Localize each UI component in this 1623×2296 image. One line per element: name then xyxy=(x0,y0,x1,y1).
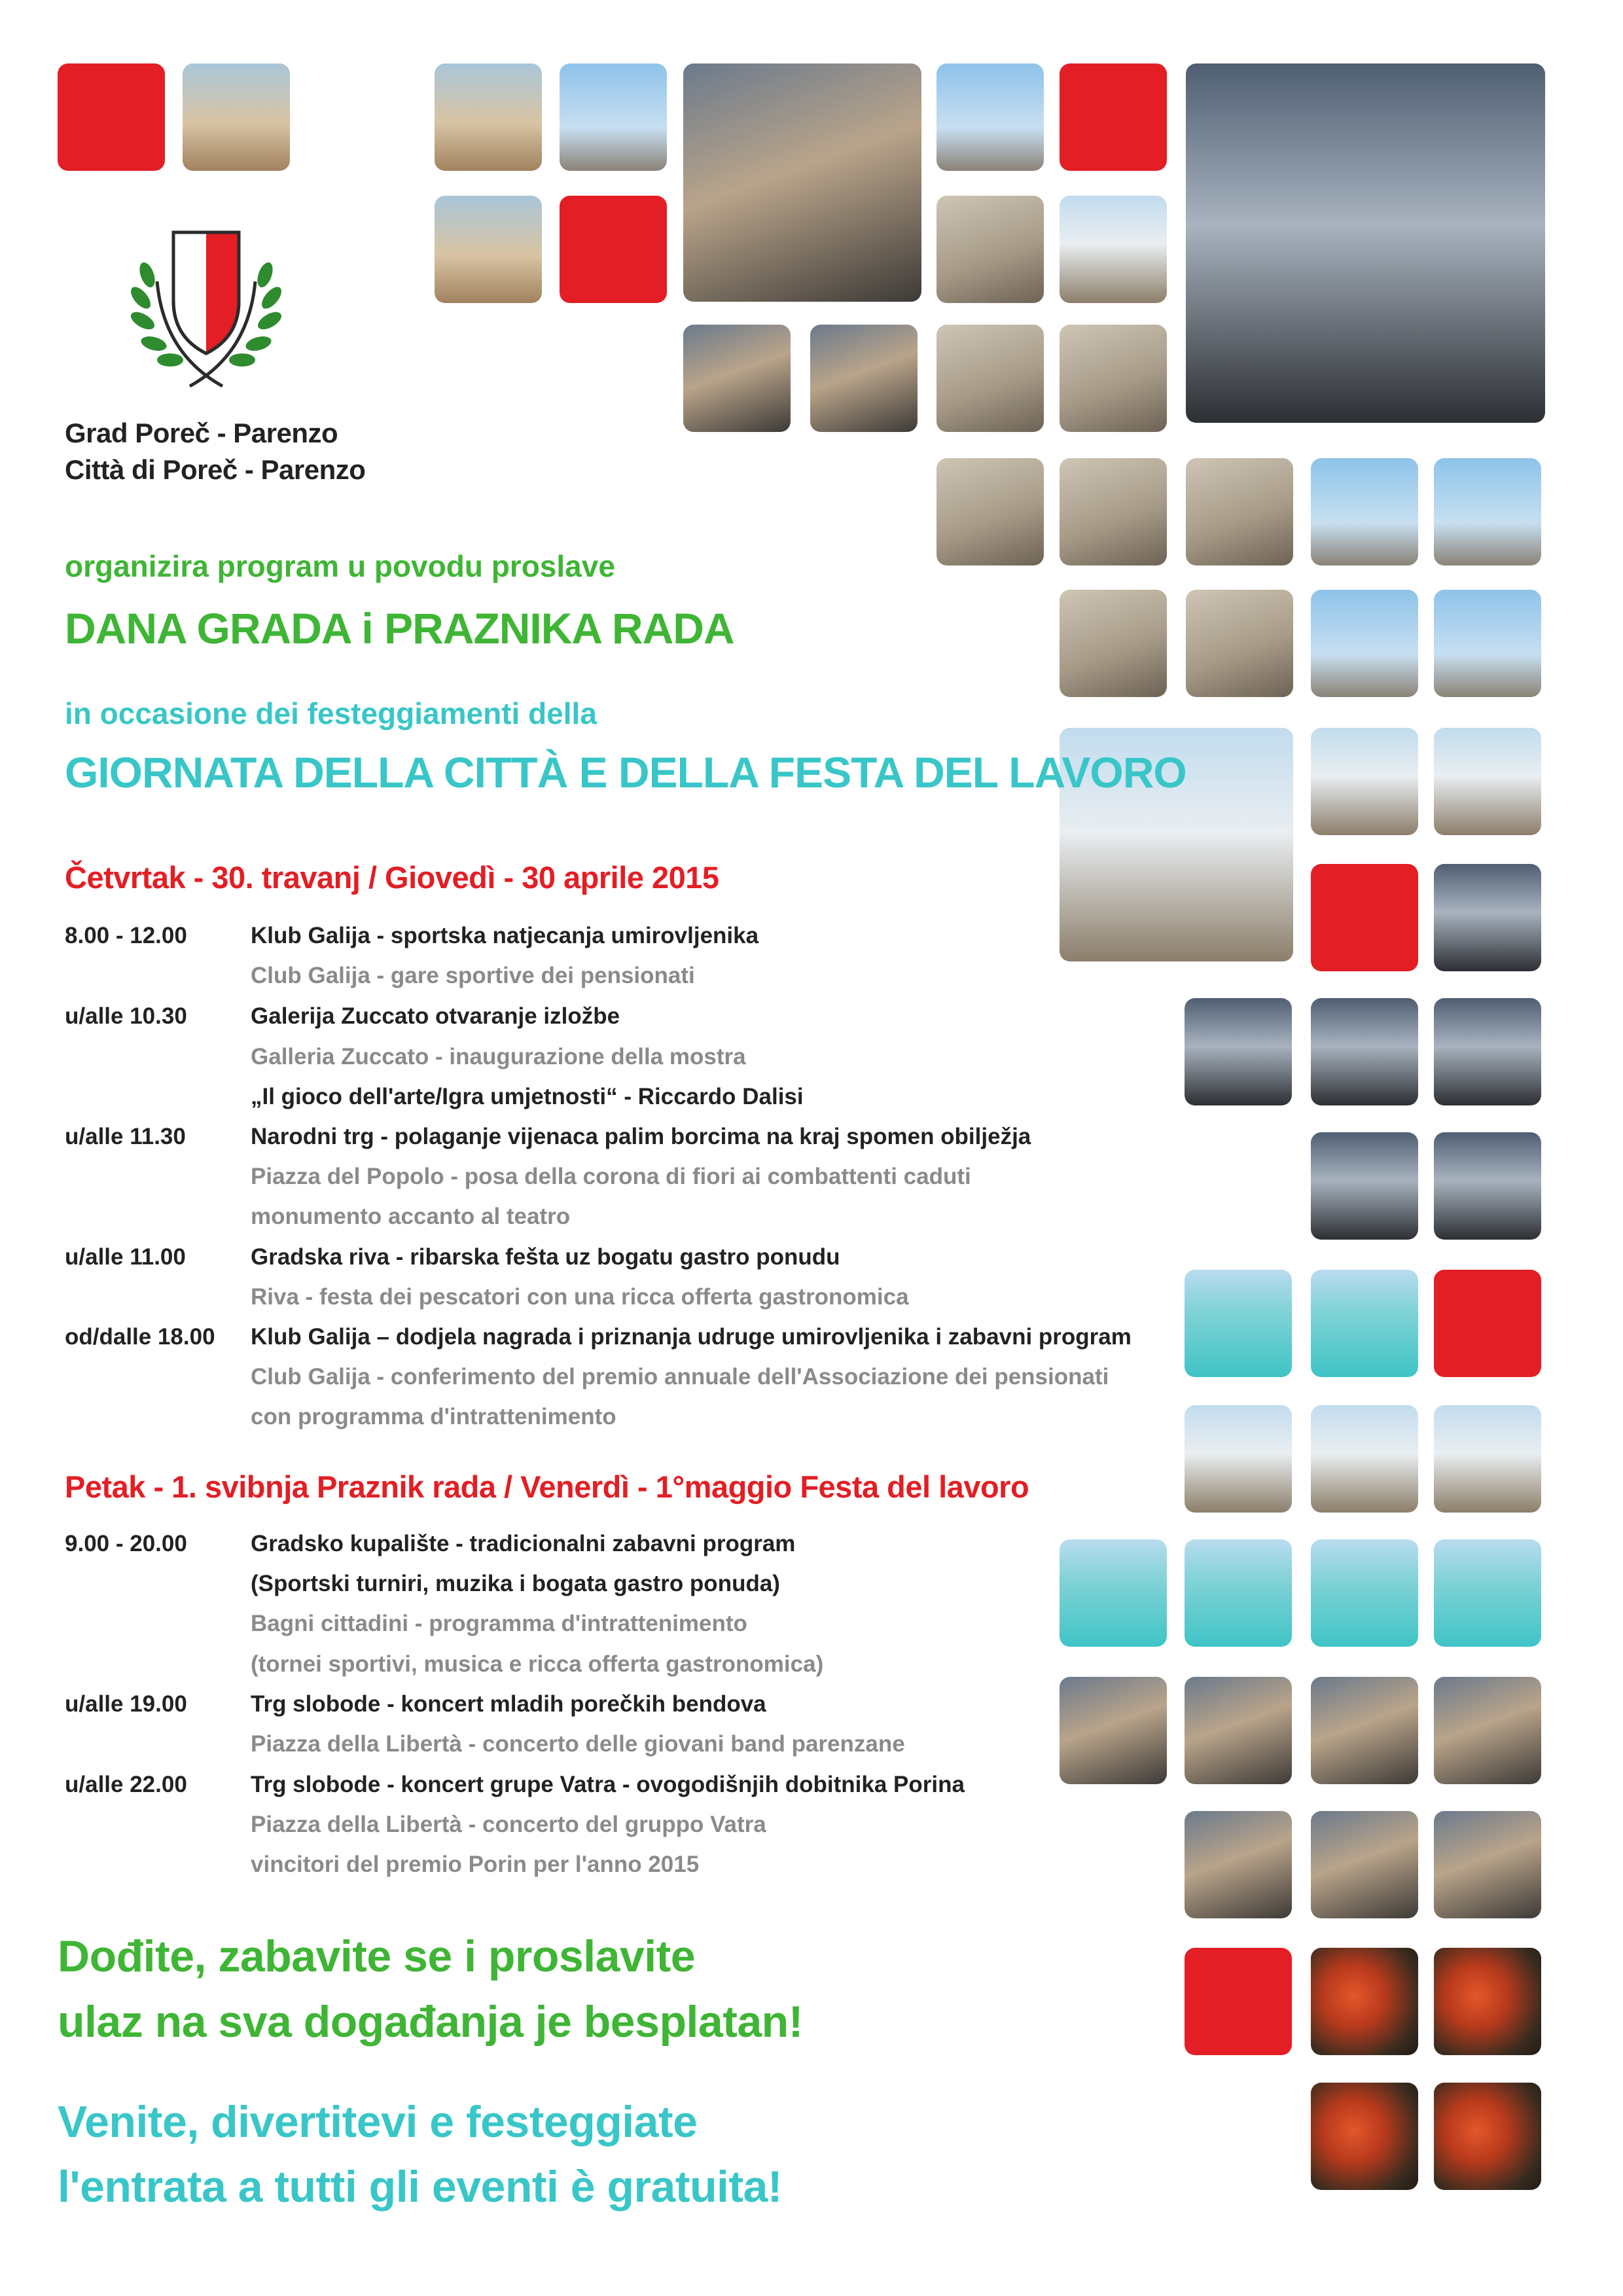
closing-hr-line2: ulaz na sva događanja je besplatan! xyxy=(58,1997,803,2047)
intro-subtitle-hr: organizira program u povodu proslave xyxy=(65,549,615,583)
volleyball-player-photo xyxy=(435,63,542,171)
stone-building-photo xyxy=(1060,590,1167,697)
event-text: monumento accanto al teatro xyxy=(251,1204,571,1229)
red-tile xyxy=(1060,63,1167,171)
event-text: Trg slobode - koncert grupe Vatra - ovogodišnjih dobitnika Porina xyxy=(251,1772,965,1797)
event-text: Riva - festa dei pescatori con una ricca offerta gastronomica xyxy=(251,1284,909,1310)
event-time: 8.00 - 12.00 xyxy=(65,923,187,948)
sailboats-photo xyxy=(1060,1539,1167,1647)
event-text: Galleria Zuccato - inaugurazione della mostra xyxy=(251,1044,746,1069)
beach-volley-photo xyxy=(435,196,542,303)
basilica-roof-photo xyxy=(1311,728,1418,835)
org-name-hr: Grad Poreč - Parenzo xyxy=(65,418,338,448)
stone-house-photo xyxy=(1060,325,1167,432)
sailboats-4-photo xyxy=(1434,1539,1541,1647)
city-crest xyxy=(118,223,294,419)
blue-sky-photo xyxy=(1311,458,1418,565)
event-text: Gradsko kupalište - tradicionalni zabavni program xyxy=(251,1531,796,1556)
intro-title-hr: DANA GRADA i PRAZNIKA RADA xyxy=(65,604,734,653)
red-tile xyxy=(1434,1270,1541,1377)
tower-photo xyxy=(1311,590,1418,697)
performer-2-photo xyxy=(1434,998,1541,1105)
sailboats-3-photo xyxy=(1311,1539,1418,1647)
event-time: 9.00 - 20.00 xyxy=(65,1531,187,1556)
grilled-food-photo xyxy=(1311,1948,1418,2055)
porec-skyline-2-photo xyxy=(1311,1405,1418,1513)
porec-skyline-3-photo xyxy=(1434,1405,1541,1513)
event-text: Trg slobode - koncert mladih porečkih bendova xyxy=(251,1691,766,1717)
stone-wall-photo xyxy=(936,325,1044,432)
intro-title-it: GIORNATA DELLA CITTÀ E DELLA FESTA DEL LAVORO xyxy=(65,748,1186,797)
event-text: Galerija Zuccato otvaranje izložbe xyxy=(251,1003,620,1029)
event-text: Klub Galija – dodjela nagrada i priznanja udruge umirovljenika i zabavni program xyxy=(251,1324,1132,1350)
event-text: Piazza della Libertà - concerto del gruppo Vatra xyxy=(251,1812,766,1837)
venetian-window-photo xyxy=(1060,196,1167,303)
event-text: Piazza della Libertà - concerto delle giovani band parenzane xyxy=(251,1731,905,1757)
sky-photo xyxy=(936,63,1044,171)
event-time: u/alle 11.30 xyxy=(65,1124,186,1149)
event-time: od/dalle 18.00 xyxy=(65,1324,215,1350)
event-text: Club Galija - gare sportive dei pensionati xyxy=(251,963,695,988)
red-tile xyxy=(560,196,667,303)
porec-skyline-photo xyxy=(1185,1405,1292,1513)
band-stage-2-photo xyxy=(1434,1132,1541,1240)
sailboats-2-photo xyxy=(1185,1539,1292,1647)
red-tile xyxy=(1185,1948,1292,2055)
spectators-3-photo xyxy=(1434,1811,1541,1918)
window-detail-photo xyxy=(1186,458,1293,565)
spectators-2-photo xyxy=(1311,1811,1418,1918)
wreath-photo xyxy=(810,325,918,432)
sea-2-photo xyxy=(1311,1270,1418,1377)
closing-it-line1: Venite, divertitevi e festeggiate xyxy=(58,2097,698,2147)
org-name-it: Città di Poreč - Parenzo xyxy=(65,454,366,485)
grilled-food-4-photo xyxy=(1434,2083,1541,2190)
event-text: (tornei sportivi, musica e ricca offerta gastronomica) xyxy=(251,1651,824,1677)
fish-grill-photo xyxy=(683,63,921,302)
tower-2-photo xyxy=(1434,590,1541,697)
day1-title: Četvrtak - 30. travanj / Giovedì - 30 aprile 2015 xyxy=(65,860,719,895)
stone-house-2-photo xyxy=(1186,590,1293,697)
intro-subtitle-it: in occasione dei festeggiamenti della xyxy=(65,696,597,730)
sea-horizon-photo xyxy=(560,63,667,171)
closing-it-line2: l'entrata a tutti gli eventi è gratuita! xyxy=(58,2162,783,2212)
brick-building-photo xyxy=(936,458,1044,565)
crowd-2-photo xyxy=(1185,1677,1292,1784)
crowd-3-photo xyxy=(1311,1677,1418,1784)
singer-photo xyxy=(1185,998,1292,1105)
event-time: u/alle 11.00 xyxy=(65,1244,186,1270)
stone-facade-photo xyxy=(1060,458,1167,565)
event-text: (Sportski turniri, muzika i bogata gastro ponuda) xyxy=(251,1571,780,1596)
old-building-photo xyxy=(936,196,1044,303)
crest-icon xyxy=(118,223,294,419)
grilled-food-3-photo xyxy=(1311,2083,1418,2190)
band-stage-photo xyxy=(1311,1132,1418,1240)
closing-hr-line1: Dođite, zabavite se i proslavite xyxy=(58,1931,696,1981)
crowd-4-photo xyxy=(1434,1677,1541,1784)
event-text: Bagni cittadini - programma d'intrattenimento xyxy=(251,1611,747,1636)
event-text: Piazza del Popolo - posa della corona di fiori ai combattenti caduti xyxy=(251,1164,971,1189)
event-text: Gradska riva - ribarska fešta uz bogatu gastro ponudu xyxy=(251,1244,840,1270)
band-vatra-photo xyxy=(1186,63,1545,423)
event-text: Club Galija - conferimento del premio annuale dell'Associazione dei pensionati xyxy=(251,1364,1109,1390)
event-text: „Il gioco dell'arte/Igra umjetnosti“ - Riccardo Dalisi xyxy=(251,1084,804,1109)
event-text: con programma d'intrattenimento xyxy=(251,1404,616,1429)
sea-photo xyxy=(1185,1270,1292,1377)
red-tile xyxy=(58,63,165,171)
day2-title: Petak - 1. svibnja Praznik rada / Venerdì - 1°maggio Festa del lavoro xyxy=(65,1469,1029,1504)
event-time: u/alle 22.00 xyxy=(65,1772,187,1797)
bell-tower-top-photo xyxy=(1434,458,1541,565)
crowd-photo xyxy=(1060,1677,1167,1784)
basilica-roof-2-photo xyxy=(1434,728,1541,835)
woman-sunglasses-photo xyxy=(683,325,791,432)
event-text: Klub Galija - sportska natjecanja umirovljenika xyxy=(251,923,759,948)
volleyball-net-photo xyxy=(183,63,290,171)
event-time: u/alle 19.00 xyxy=(65,1691,187,1717)
grilled-food-2-photo xyxy=(1434,1948,1541,2055)
red-tile xyxy=(1311,864,1418,971)
event-text: Narodni trg - polaganje vijenaca palim borcima na kraj spomen obilježja xyxy=(251,1124,1031,1149)
spectators-photo xyxy=(1185,1811,1292,1918)
event-text: vincitori del premio Porin per l'anno 2015 xyxy=(251,1852,700,1877)
performer-photo xyxy=(1311,998,1418,1105)
stage-rig-photo xyxy=(1434,864,1541,971)
event-time: u/alle 10.30 xyxy=(65,1003,187,1029)
